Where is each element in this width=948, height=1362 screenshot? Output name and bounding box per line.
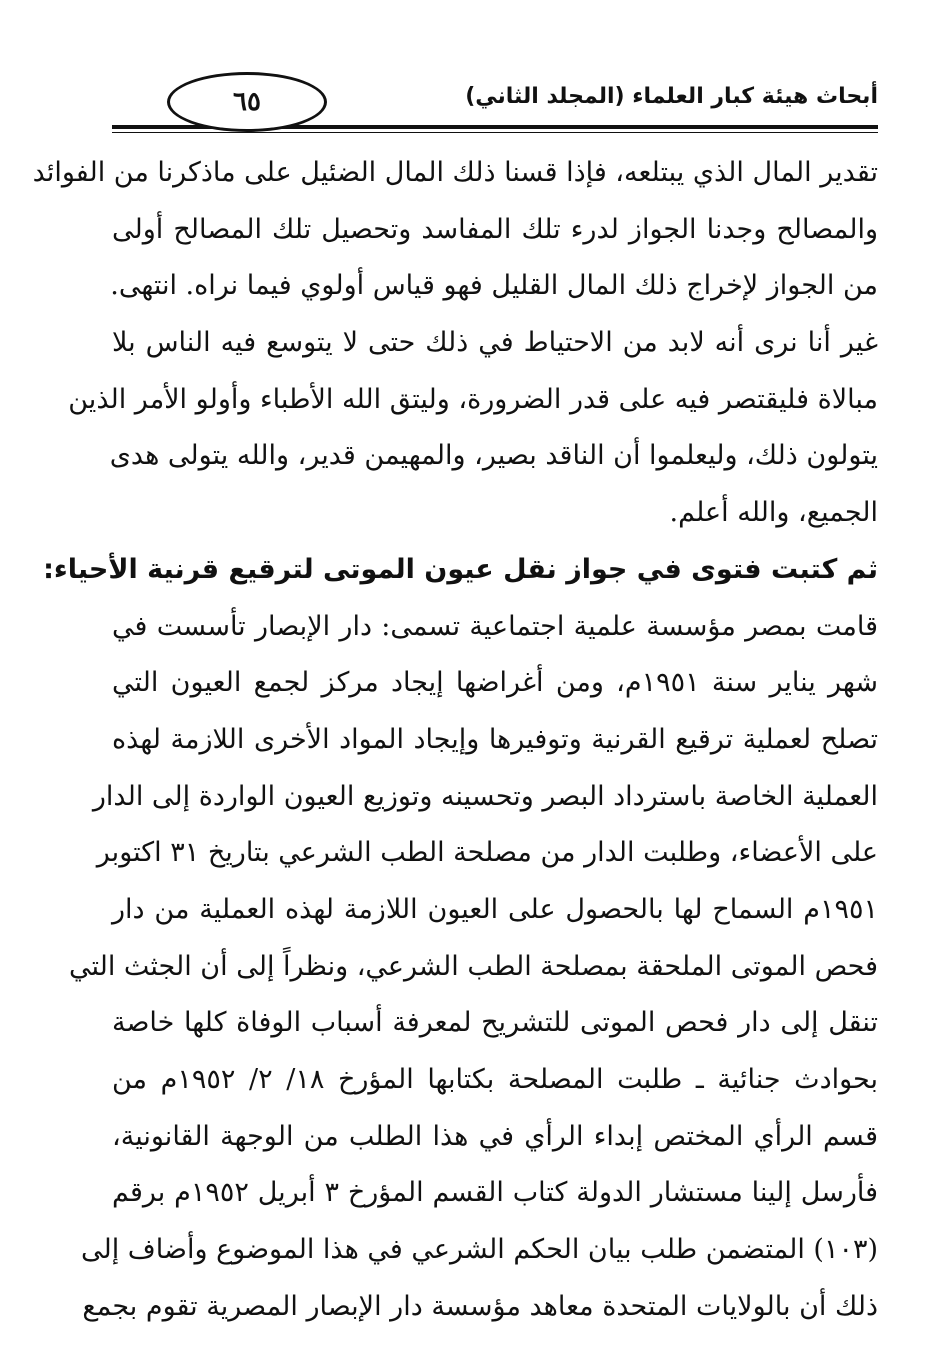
text-line: يتولون ذلك، وليعلموا أن الناقد بصير، والمهيمن قدير، والله يتولى هدى bbox=[109, 440, 878, 472]
page-number: ٦٥ bbox=[233, 87, 261, 117]
page-header bbox=[112, 62, 878, 126]
text-line: قامت بمصر مؤسسة علمية اجتماعية تسمى: دار الإبصار تأسست في bbox=[112, 610, 878, 642]
text-line: العملية الخاصة باسترداد البصر وتحسينه وتوزيع العيون الواردة إلى الدار bbox=[92, 780, 878, 812]
text-line: ١٩٥١م السماح لها بالحصول على العيون اللازمة لهذه العملية من دار bbox=[112, 893, 878, 925]
text-line: على الأعضاء، وطلبت الدار من مصلحة الطب الشرعي بتاريخ ٣١ اكتوبر bbox=[96, 837, 878, 869]
text-line: ذلك أن بالولايات المتحدة معاهد مؤسسة دار الإبصار المصرية تقوم بجمع bbox=[82, 1290, 878, 1322]
text-line: تنقل إلى دار فحص الموتى للتشريح لمعرفة أسباب الوفاة كلها خاصة bbox=[112, 1007, 878, 1039]
text-line: (١٠٣) المتضمن طلب بيان الحكم الشرعي في هذا الموضوع وأضاف إلى bbox=[80, 1234, 878, 1266]
page-body bbox=[32, 145, 878, 1335]
text-line: شهر يناير سنة ١٩٥١م، ومن أغراضها إيجاد مركز لجمع العيون التي bbox=[112, 667, 878, 699]
text-line: من الجواز لإخراج ذلك المال القليل فهو قياس أولوي فيما نراه. انتهى. bbox=[110, 270, 878, 302]
text-line: تقدير المال الذي يبتلعه، فإذا قسنا ذلك المال الضئيل على ماذكرنا من الفوائد bbox=[32, 157, 878, 188]
text-line: تصلح لعملية ترقيع القرنية وتوفيرها وإيجاد المواد الأخرى اللازمة لهذه bbox=[112, 723, 878, 755]
section-heading: ثم كتبت فتوى في جواز نقل عيون الموتى لترقيع قرنية الأحياء: bbox=[43, 553, 878, 585]
text-line: مبالاة فليقتصر فيه على قدر الضرورة، وليتق الله الأطباء وأولو الأمر الذين bbox=[68, 383, 878, 415]
text-line: فأرسل إلينا مستشار الدولة كتاب القسم المؤرخ ٣ أبريل ١٩٥٢م برقم bbox=[112, 1177, 878, 1209]
text-line: غير أنا نرى أنه لابد من الاحتياط في ذلك حتى لا يتوسع فيه الناس بلا bbox=[112, 327, 878, 359]
running-title: أبحاث هيئة كبار العلماء (المجلد الثاني) bbox=[465, 84, 878, 109]
text-line: والمصالح وجدنا الجواز لدرء تلك المفاسد وتحصيل تلك المصالح أولى bbox=[112, 213, 878, 245]
text-line: الجميع، والله أعلم. bbox=[669, 497, 878, 529]
text-line: بحوادث جنائية ـ طلبت المصلحة بكتابها المؤرخ ١٨/ ٢/ ١٩٥٢م من bbox=[112, 1064, 878, 1095]
text-line: فحص الموتى الملحقة بمصلحة الطب الشرعي، ونظراً إلى أن الجثث التي bbox=[68, 950, 878, 982]
page-number-oval bbox=[167, 72, 327, 132]
text-line: قسم الرأي المختص إبداء الرأي في هذا الطلب من الوجهة القانونية، bbox=[112, 1120, 878, 1152]
header-rule-thin bbox=[112, 132, 878, 133]
